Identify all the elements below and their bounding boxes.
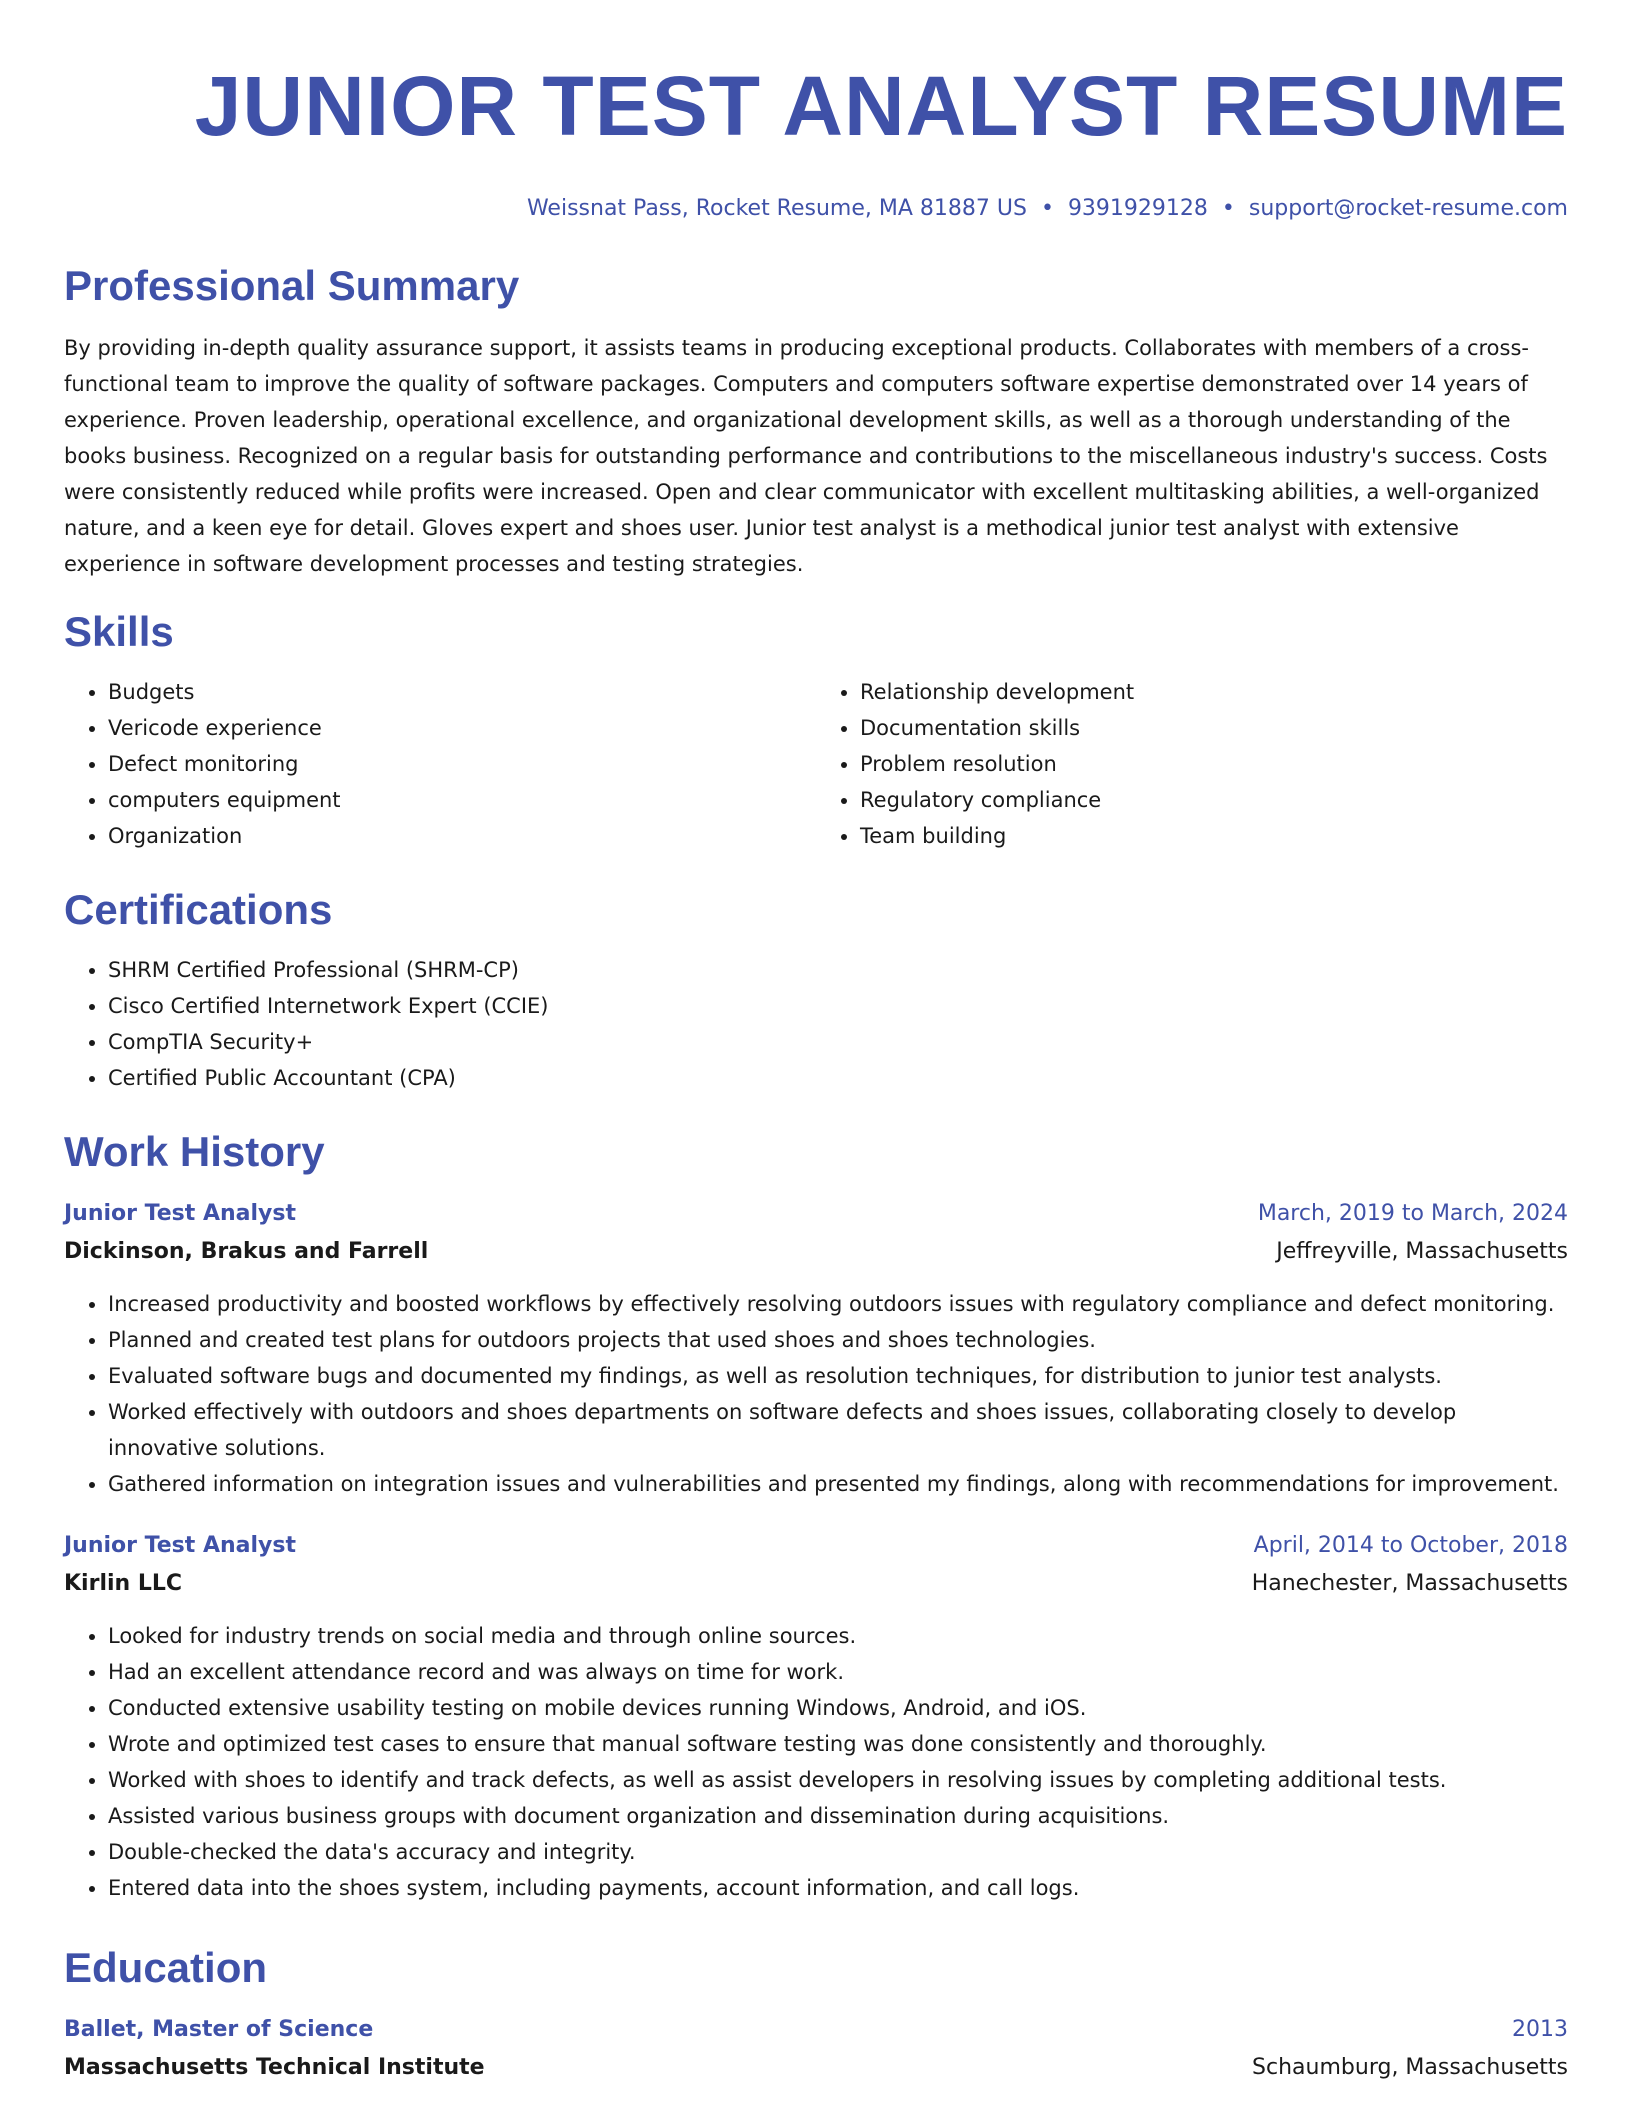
job-bullet: • Entered data into the shoes system, including payments, account information, and call logs. xyxy=(108,1870,1568,1906)
education-heading: Education xyxy=(64,1944,268,1991)
summary-heading: Professional Summary xyxy=(64,262,520,309)
job-bullet: • Planned and created test plans for outdoors projects that used shoes and shoes technologies. xyxy=(108,1322,1568,1358)
job-company-row xyxy=(64,1564,1568,1604)
job-location: Jeffreyville, Massachusetts xyxy=(1276,1239,1568,1264)
contact-separator: • xyxy=(1221,196,1235,221)
skills-list-right xyxy=(816,674,1568,854)
contact-separator: • xyxy=(1040,196,1054,221)
job-company: Kirlin LLC xyxy=(64,1571,183,1596)
contact-address: Weissnat Pass, Rocket Resume, MA 81887 US xyxy=(526,196,1027,221)
education-year: 2013 xyxy=(1512,2017,1568,2042)
job-dates: March, 2019 to March, 2024 xyxy=(1257,1201,1568,1226)
job-bullet: • Conducted extensive usability testing on mobile devices running Windows, Android, and iOS. xyxy=(108,1690,1568,1726)
skills-list-left xyxy=(64,674,816,854)
work-history-heading: Work History xyxy=(64,1128,325,1175)
job-header-row xyxy=(64,1196,1568,1232)
education-location: Schaumburg, Massachusetts xyxy=(1252,2055,1568,2080)
job-bullets xyxy=(64,1286,1568,1502)
certification-item: • SHRM Certified Professional (SHRM-CP) xyxy=(108,952,1568,988)
skill-item: • Documentation skills xyxy=(860,710,1568,746)
job-bullet: • Increased productivity and boosted workflows by effectively resolving outdoors issues with regulatory compliance and defect monitoring. xyxy=(108,1286,1568,1322)
job-bullet: • Assisted various business groups with document organization and dissemination during acquisitions. xyxy=(108,1798,1568,1834)
job-bullets xyxy=(64,1618,1568,1906)
skill-item: • Problem resolution xyxy=(860,746,1568,782)
education-school: Massachusetts Technical Institute xyxy=(64,2055,485,2080)
job-bullet: • Worked effectively with outdoors and shoes departments on software defects and shoes issues, collaborating closely to develop innovative solutions. xyxy=(108,1394,1568,1466)
job-header-row xyxy=(64,1528,1568,1564)
job-dates: April, 2014 to October, 2018 xyxy=(1253,1533,1568,1558)
certification-item: • CompTIA Security+ xyxy=(108,1024,1568,1060)
skill-item: • Defect monitoring xyxy=(108,746,816,782)
job-bullet: • Worked with shoes to identify and track defects, as well as assist developers in resolving issues by completing additional tests. xyxy=(108,1762,1568,1798)
job-bullet: • Gathered information on integration issues and vulnerabilities and presented my findings, along with recommendations for improvement. xyxy=(108,1466,1568,1502)
job-bullet: • Evaluated software bugs and documented my findings, as well as resolution techniques, for distribution to junior test analysts. xyxy=(108,1358,1568,1394)
skill-item: • Relationship development xyxy=(860,674,1568,710)
certifications-heading: Certifications xyxy=(64,886,333,933)
certification-item: • Cisco Certified Internetwork Expert (CCIE) xyxy=(108,988,1568,1024)
skill-item: • Vericode experience xyxy=(108,710,816,746)
job-company-row xyxy=(64,1232,1568,1272)
certifications-list xyxy=(64,952,1568,1096)
job-entry xyxy=(64,1528,1568,1906)
job-bullet: • Wrote and optimized test cases to ensure that manual software testing was done consistently and thoroughly. xyxy=(108,1726,1568,1762)
job-bullet: • Looked for industry trends on social media and through online sources. xyxy=(108,1618,1568,1654)
skills-heading: Skills xyxy=(64,608,174,655)
education-entry xyxy=(64,2012,1568,2088)
job-role: Junior Test Analyst xyxy=(64,1201,296,1226)
job-bullet: • Double-checked the data's accuracy and integrity. xyxy=(108,1834,1568,1870)
skill-item: • Regulatory compliance xyxy=(860,782,1568,818)
resume-title: JUNIOR TEST ANALYST RESUME xyxy=(194,59,1568,153)
contact-phone: 9391929128 xyxy=(1067,196,1208,221)
job-company: Dickinson, Brakus and Farrell xyxy=(64,1239,429,1264)
job-location: Hanechester, Massachusetts xyxy=(1251,1571,1568,1596)
job-bullet: • Had an excellent attendance record and was always on time for work. xyxy=(108,1654,1568,1690)
job-role: Junior Test Analyst xyxy=(64,1533,296,1558)
certification-item: • Certified Public Accountant (CPA) xyxy=(108,1060,1568,1096)
skill-item: • Budgets xyxy=(108,674,816,710)
summary-text: By providing in-depth quality assurance support, it assists teams in producing exceptional products. Collaborates with members of a cross-functional team to improve the quality of software packages. Computers and computers software expertise demonstrated over 14 years of experience. Proven leadership, operational excellence, and organizational development skills, as well as a thorough understanding of the books business. Recognized on a regular basis for outstanding performance and contributions to the miscellaneous industry's success. Costs were consistently reduced while profits were increased. Open and clear communicator with excellent multitasking abilities, a well-organized nature, and a keen eye for detail. Gloves expert and shoes user. Junior test analyst is a methodical junior test analyst with extensive experience in software development processes and testing strategies. xyxy=(64,336,1548,576)
skill-item: • computers equipment xyxy=(108,782,816,818)
education-degree: Ballet, Master of Science xyxy=(64,2017,374,2042)
skill-item: • Team building xyxy=(860,818,1568,854)
contact-line xyxy=(64,194,1568,224)
skill-item: • Organization xyxy=(108,818,816,854)
education-school-row xyxy=(64,2048,1568,2088)
contact-email: support@rocket-resume.com xyxy=(1248,196,1568,221)
skills-columns xyxy=(64,674,1568,854)
job-entry xyxy=(64,1196,1568,1502)
education-header-row xyxy=(64,2012,1568,2048)
